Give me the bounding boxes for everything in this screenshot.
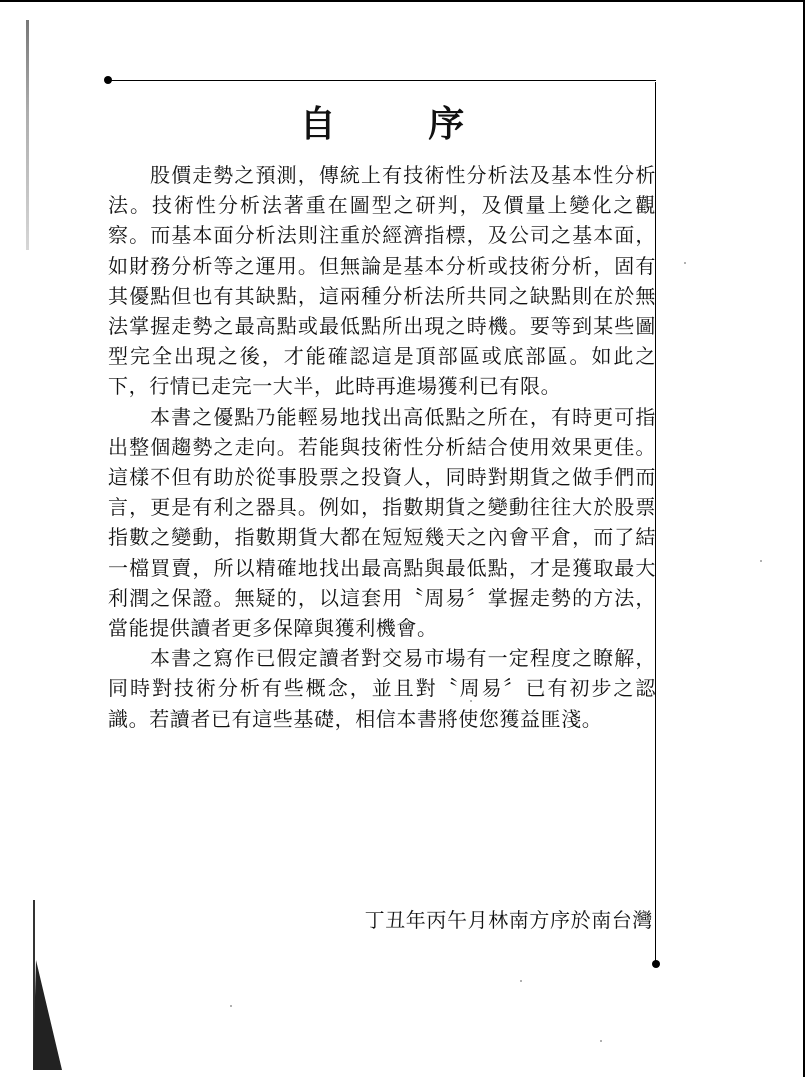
scan-speck — [684, 262, 686, 264]
paragraph-1: 股價走勢之預測，傳統上有技術性分析法及基本性分析法。技術性分析法著重在圖型之研判，及價量上變化之觀察。而基本面分析法則注重於經濟指標，及公司之基本面，如財務分析等之運用。但無論是基本分析或技術分析，固有其優點但也有其缺點，這兩種分析法所共同之缺點則在於無法掌握走勢之最高點或最低點所出現之時機。要等到某些圖型完全出現之後，才能確認這是頂部區或底部區。如此之下，行情已走完一大半，此時再進場獲利已有限。 — [108, 163, 656, 399]
binding-shadow-bottom — [33, 960, 62, 1070]
paragraph-3: 本書之寫作已假定讀者對交易市場有一定程度之瞭解，同時對技術分析有些概念，並且對〝周易〞已有初步之認識。若讀者已有這些基礎，相信本書將使您獲益匪淺。 — [108, 646, 656, 731]
preface-body — [108, 160, 656, 734]
scan-speck — [470, 700, 472, 702]
rule-dot-bottom — [652, 960, 660, 968]
scan-speck — [600, 1040, 602, 1042]
scan-speck — [230, 1005, 232, 1007]
author-signature: 丁丑年丙午月林南方序於南台灣 — [364, 908, 653, 932]
paragraph-2: 本書之優點乃能輕易地找出高低點之所在，有時更可指出整個趨勢之走向。若能與技術性分析結合使用效果更佳。這樣不但有助於從事股票之投資人，同時對期貨之做手們而言，更是有利之器具。例如，指數期貨之變動往往大於股票指數之變動，指數期貨大都在短短幾天之內會平倉，而了結一檔買賣，所以精確地找出最高點與最低點，才是獲取最大利潤之保證。無疑的，以這套用〝周易〞掌握走勢的方法，當能提供讀者更多保障與獲利機會。 — [108, 404, 656, 641]
rule-dot-top — [104, 76, 112, 84]
scan-speck — [520, 980, 522, 982]
scan-speck — [760, 560, 762, 562]
top-border-rule — [108, 80, 656, 81]
binding-shadow-top — [26, 20, 29, 250]
page-title: 自 序 — [299, 104, 505, 145]
